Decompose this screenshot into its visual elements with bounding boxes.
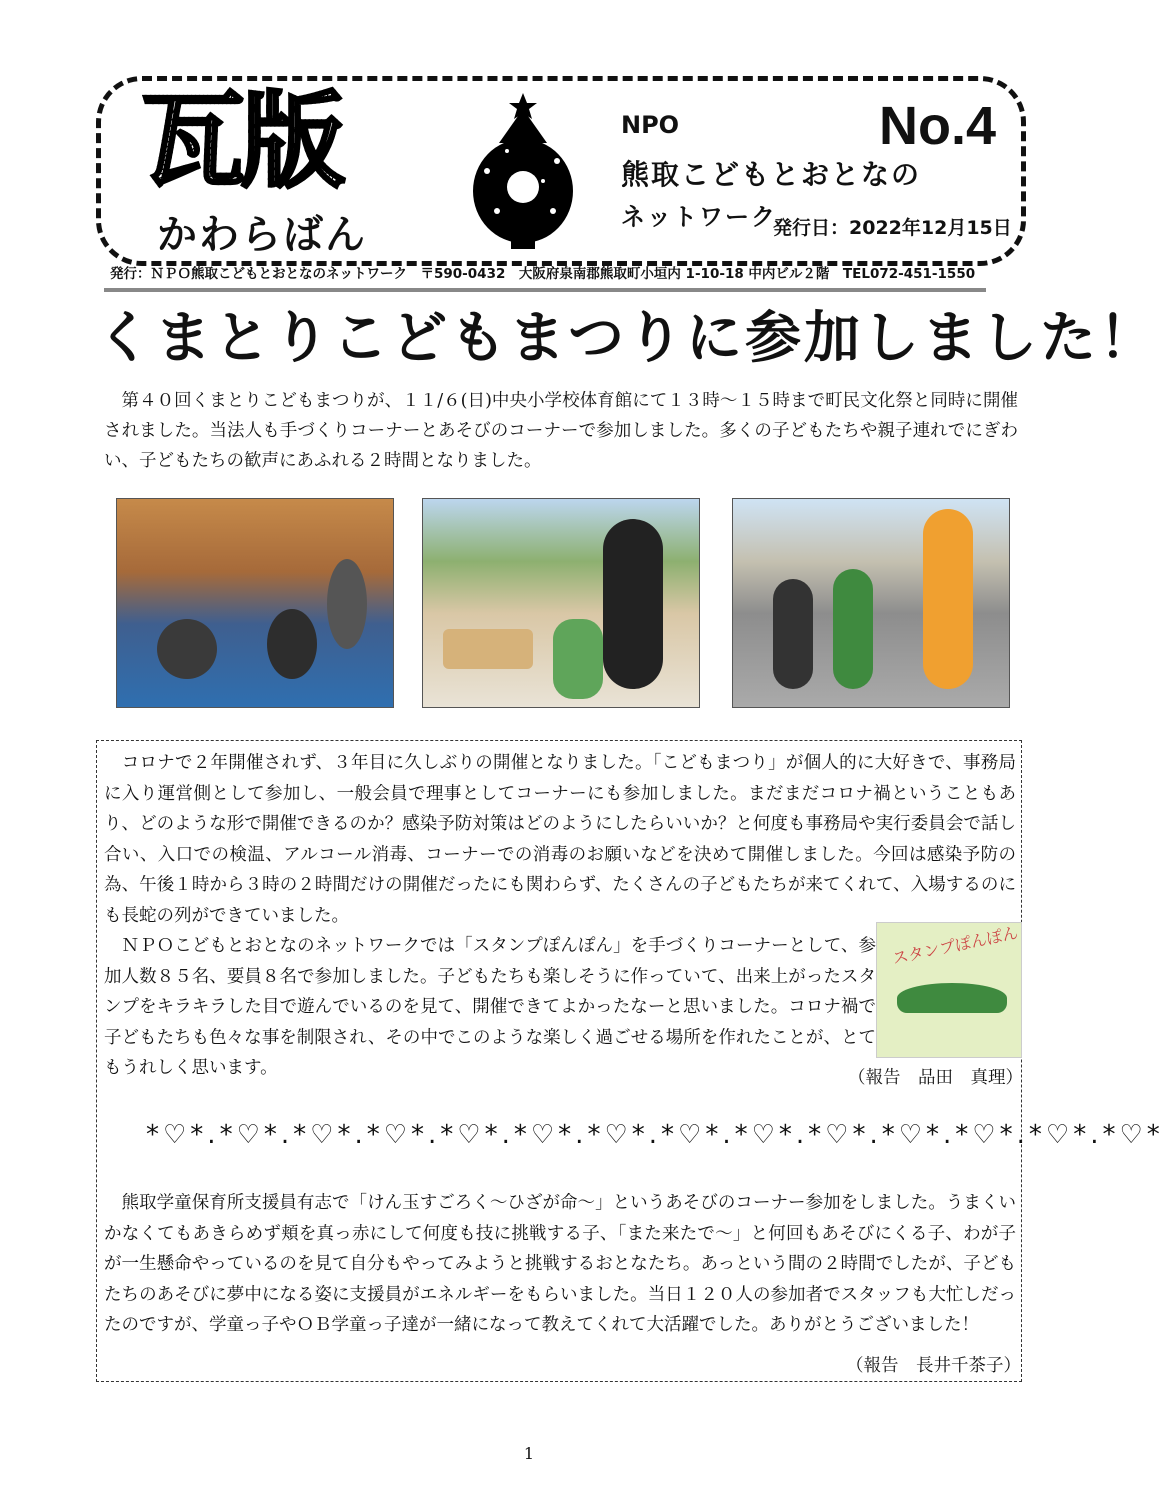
- org-name-line2: ネットワーク: [621, 203, 777, 231]
- divider: [104, 288, 986, 292]
- npo-label: NPO: [621, 111, 680, 139]
- org-name-line1: 熊取こどもとおとなの: [621, 158, 922, 191]
- logo-subtitle: かわらばん: [157, 212, 367, 258]
- headline: くまとりこどもまつりに参加しました！: [96, 306, 1158, 371]
- photo-kendama-corner: [422, 498, 700, 708]
- signoff-2: （報告 長井千茶子）: [846, 1356, 1021, 1376]
- intro-paragraph: 第４０回くまとりこどもまつりが、１１/６(日)中央小学校体育館にて１３時～１５時まで町民文化祭と同時に開催されました。当法人も手づくりコーナーとあそびのコーナーで参加しました。多くの子どもたちや親子連れでにぎわい、子どもたちの歓声にあふれる２時間となりました。: [104, 391, 1018, 471]
- christmas-tree-icon: [467, 91, 579, 251]
- photo-gym-crafts: [116, 498, 394, 708]
- stamp-card-title: スタンプぽんぽん: [890, 922, 1020, 969]
- report-1-paragraph-1: コロナで２年開催されず、３年目に久しぶりの開催となりました。「こどもまつり」が個人的に大好きで、事務局に入り運営側として参加し、一般会員で理事としてコーナーにも参加しました。まだまだコロナ禍ということもあり、どのような形で開催できるのか？感染予防対策はどのようにしたらいいか？と何度も事務局や実行委員会で話し合い、入口での検温、アルコール消毒、コーナーでの消毒のお願いなどを決めて開催しました。今回は感染予防の為、午後１時から３時の２時間だけの開催だったにも関わらず、たくさんの子どもたちが来てくれて、入場するのにも長蛇の列ができていました。: [104, 753, 1016, 926]
- issue-number: No.4: [879, 96, 997, 156]
- report-1-paragraph-2: ＮＰＯこどもとおとなのネットワークでは「スタンプぽんぽん」を手づくりコーナーとして、参加人数８５名、要員８名で参加しました。子どもたちも楽しそうに作っていて、出来上がったスタンプをキラキラした目で遊んでいるのを見て、開催できてよかったなーと思いました。コロナ禍で子どもたちも色々な事を制限され、その中でこのような楽しく過ごせる場所を作れたことが、とてもうれしく思います。: [104, 936, 876, 1078]
- report-2: 熊取学童保育所支援員有志で「けん玉すごろく～ひざが命～」というあそびのコーナー参加をしました。うまくいかなくてもあきらめず頬を真っ赤にして何度も技に挑戦する子、「また来たで～」と何回もあそびにくる子、わが子が一生懸命やっているのを見て自分もやってみようと挑戦するおとなたち。あっという間の２時間でしたが、子どもたちのあそびに夢中になる姿に支援員がエネルギーをもらいました。当日１２０人の参加者でスタッフも大忙しだったのですが、学童っ子やＯＢ学童っ子達が一緒になって教えてくれて大活躍でした。ありがとうございました！: [104, 1193, 1016, 1335]
- stamp-ponpon-photo: [876, 922, 1022, 1058]
- heart-divider: *♡*.*♡*.*♡*.*♡*.*♡*.*♡*.*♡*.*♡*.*♡*.*♡*.*♡*.*♡*.*♡*.*♡*: [146, 1120, 1164, 1150]
- photo-parking-lot: [732, 498, 1010, 708]
- logo-title: 瓦版: [141, 80, 342, 202]
- publisher-info: 発行：ＮＰＯ熊取こどもとおとなのネットワーク 〒590-0432 大阪府泉南郡熊取町小垣内 1-10-18 中内ビル２階 TEL072-451-1550: [110, 266, 976, 282]
- page-number: 1: [523, 1444, 535, 1463]
- masthead: [96, 76, 1026, 266]
- signoff-1: （報告 品田 真理）: [848, 1068, 1023, 1088]
- issue-date: 発行日：2022年12月15日: [773, 217, 1012, 239]
